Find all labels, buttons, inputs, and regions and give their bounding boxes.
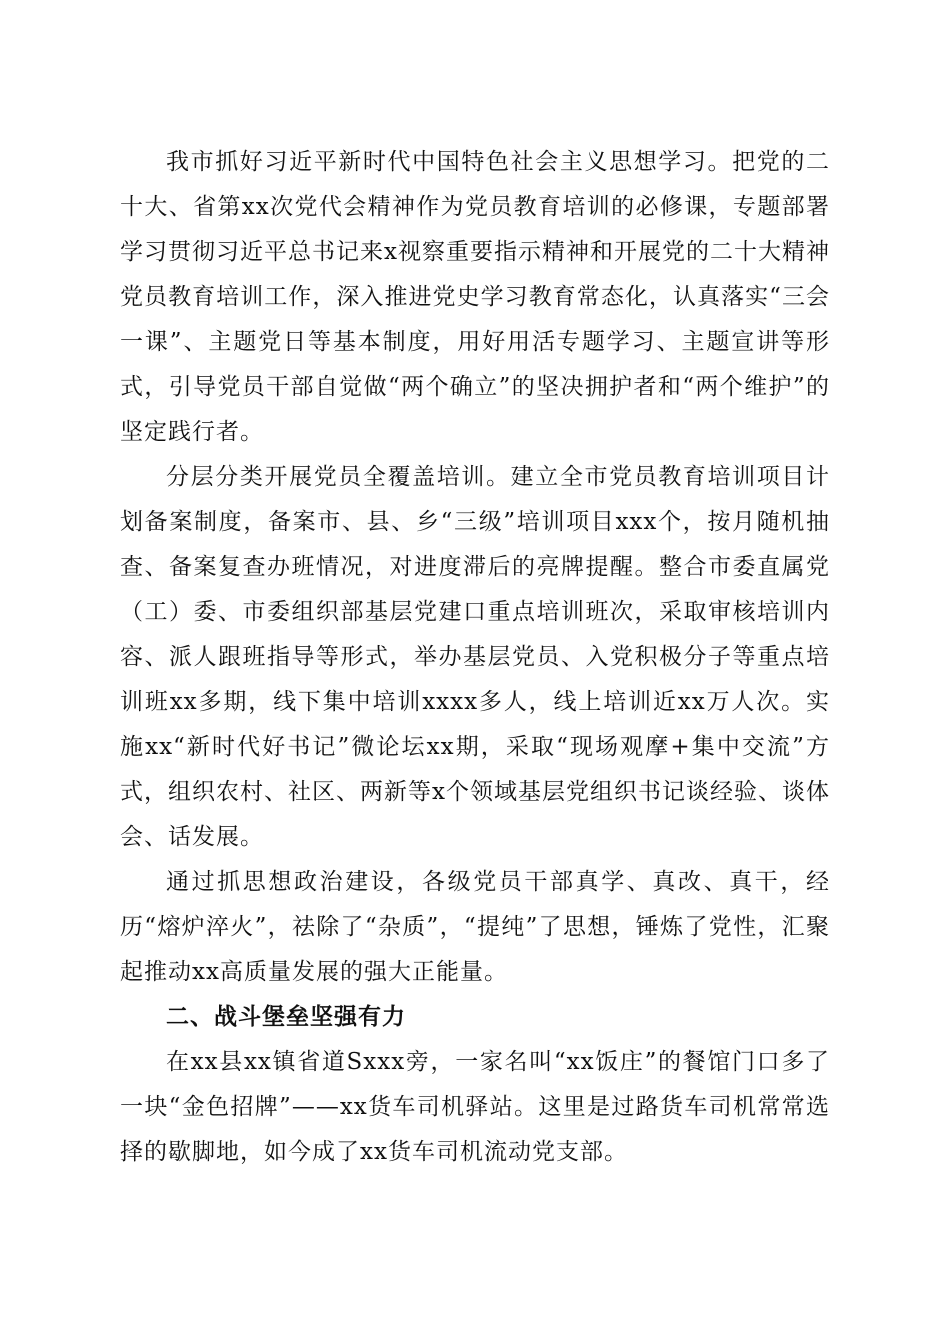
document-body [120, 140, 830, 1175]
paragraph-truck-driver-station: 在xx县xx镇省道Sxxx旁，一家名叫“xx饭庄”的餐馆门口多了一块“金色招牌”——xx货车司机驿站。这里是过路货车司机常常选择的歇脚地，如今成了xx货车司机流动党支部。 [120, 1049, 830, 1165]
paragraph-ideology-study: 我市抓好习近平新时代中国特色社会主义思想学习。把党的二十大、省第xx次党代会精神作为党员教育培训的必修课，专题部署学习贯彻习近平总书记来x视察重要指示精神和开展党的二十大精神党员教育培训工作，深入推进党史学习教育常态化，认真落实“三会一课”、主题党日等基本制度，用好用活专题学习、主题宣讲等形式，引导党员干部自觉做“两个确立”的坚决拥护者和“两个维护”的坚定践行者。 [120, 149, 830, 445]
paragraph-layered-training: 分层分类开展党员全覆盖培训。建立全市党员教育培训项目计划备案制度，备案市、县、乡“三级”培训项目xxx个，按月随机抽查、备案复查办班情况，对进度滞后的亮牌提醒。整合市委直属党（工）委、市委组织部基层党建口重点培训班次，采取审核培训内容、派人跟班指导等形式，举办基层党员、入党积极分子等重点培训班xx多期，线下集中培训xxxx多人，线上培训近xx万人次。实施xx“新时代好书记”微论坛xx期，采取“现场观摩+集中交流”方式，组织农村、社区、两新等x个领域基层党组织书记谈经验、谈体会、话发展。 [120, 464, 830, 850]
section-heading: 二、战斗堡垒坚强有力 [166, 1004, 406, 1030]
paragraph-summary: 通过抓思想政治建设，各级党员干部真学、真改、真干，经历“熔炉淬火”，祛除了“杂质”，“提纯”了思想，锤炼了党性，汇聚起推动xx高质量发展的强大正能量。 [120, 869, 830, 985]
